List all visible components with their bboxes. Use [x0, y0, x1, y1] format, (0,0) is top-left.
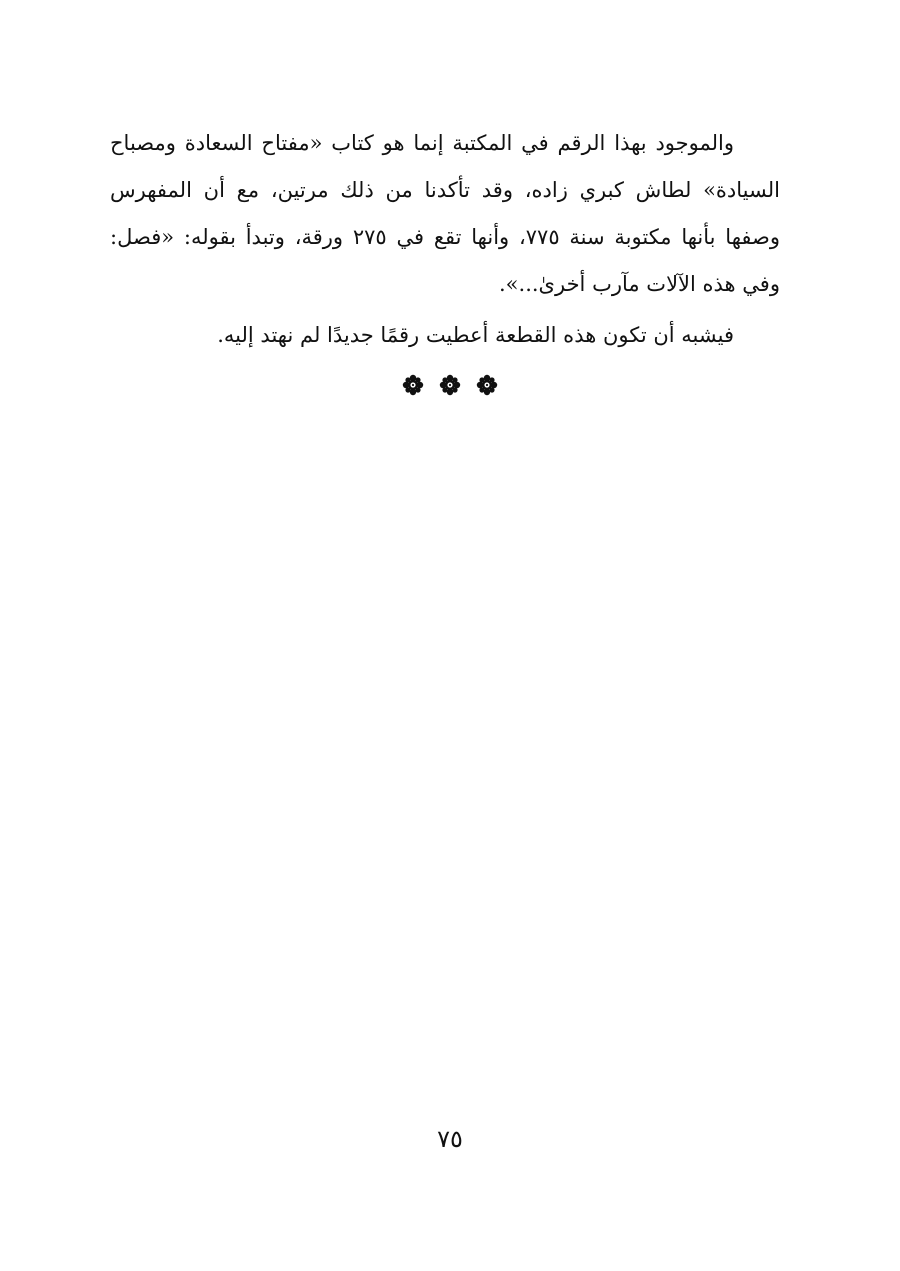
flower-ornament-icon	[439, 374, 461, 396]
section-divider-ornaments	[0, 374, 900, 396]
flower-ornament-icon	[402, 374, 424, 396]
flower-ornament-icon	[476, 374, 498, 396]
paragraph-1: والموجود بهذا الرقم في المكتبة إنما هو كتاب «مفتاح السعادة ومصباح السيادة» لطاش كبري زاده، وقد تأكدنا من ذلك مرتين، مع أن المفهرس وصفها بأنها مكتوبة سنة ٧٧٥، وأنها تقع في ٢٧٥ ورقة، وتبدأ بقوله: «فصل: وفي هذه الآلات مآرب أخرىٰ...».	[110, 131, 780, 296]
page-number: ٧٥	[437, 1125, 463, 1153]
body-text	[110, 120, 780, 359]
paragraph-2: فيشبه أن تكون هذه القطعة أعطيت رقمًا جديدًا لم نهتد إليه.	[217, 323, 734, 347]
